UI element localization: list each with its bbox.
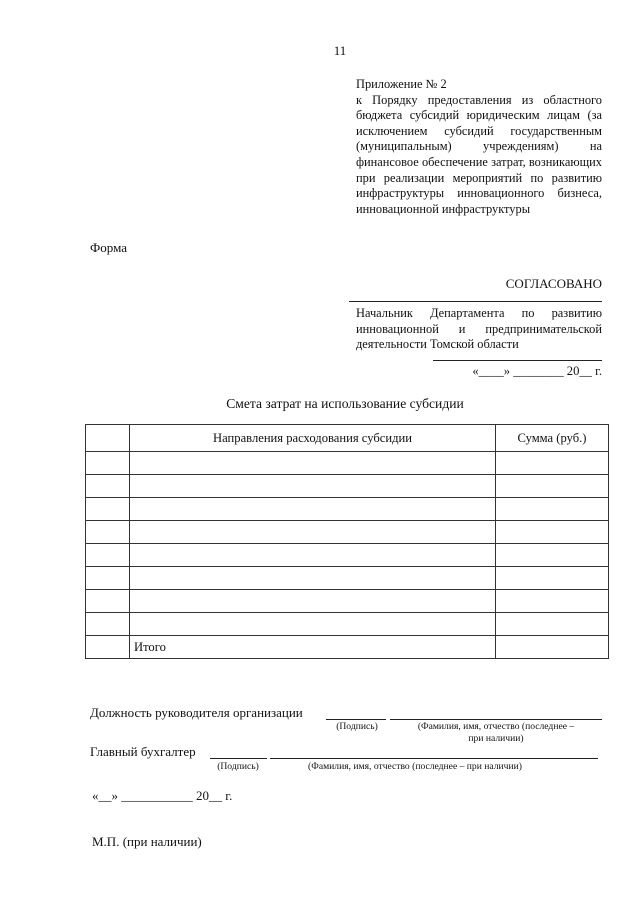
director-name-hint-line2: при наличии) [468,733,524,744]
total-sum-cell[interactable] [496,636,609,659]
table-cell[interactable] [496,613,609,636]
approver-name-line [433,360,602,361]
table-cell[interactable] [496,567,609,590]
accountant-signature-line[interactable] [210,758,267,759]
table-cell[interactable] [496,521,609,544]
cost-estimate-table [85,424,609,659]
form-label: Форма [90,240,127,255]
table-cell[interactable] [86,567,130,590]
accountant-label: Главный бухгалтер [90,744,196,759]
stamp-place: М.П. (при наличии) [92,834,202,849]
table-cell[interactable] [496,544,609,567]
table-row [86,590,609,613]
table-row [86,475,609,498]
table-row [86,567,609,590]
table-row [86,498,609,521]
table-row [86,544,609,567]
table-cell[interactable] [130,544,496,567]
table-cell[interactable] [130,613,496,636]
table-title: Смета затрат на использование субсидии [226,396,464,411]
accountant-name-hint: (Фамилия, имя, отчество (последнее – при наличии) [308,761,522,772]
table-row [86,521,609,544]
header-cell-sum: Сумма (руб.) [496,425,609,452]
signature-date: «__» ___________ 20__ г. [92,788,233,803]
table-cell[interactable] [130,521,496,544]
director-name-hint-line1: (Фамилия, имя, отчество (последнее – [417,721,575,732]
total-label: Итого [130,636,496,659]
director-name-line[interactable] [390,719,602,720]
director-signature-hint: (Подпись) [336,721,378,732]
table-row [86,452,609,475]
table-cell[interactable] [130,567,496,590]
table-cell[interactable] [130,498,496,521]
table-cell[interactable] [130,452,496,475]
accountant-signature-hint: (Подпись) [217,761,259,772]
approval-date: «____» ________ 20__ г. [472,364,602,378]
table-cell[interactable] [496,452,609,475]
accountant-name-line[interactable] [270,758,598,759]
table-header-row [86,425,609,452]
table-cell[interactable] [496,590,609,613]
approval-stamp: СОГЛАСОВАНО [505,276,602,291]
appendix-title: Приложение № 2 [356,77,447,91]
table-cell[interactable] [86,521,130,544]
table-cell[interactable] [86,636,130,659]
page-number: 11 [333,43,347,58]
table-cell[interactable] [130,475,496,498]
table-cell[interactable] [86,613,130,636]
approval-signature-line [349,301,602,302]
table-cell[interactable] [496,475,609,498]
table-cell[interactable] [86,452,130,475]
header-cell-direction: Направления расходования субсидии [130,425,496,452]
table-row [86,613,609,636]
director-label: Должность руководителя организации [90,705,303,720]
table-total-row [86,636,609,659]
appendix-block [356,77,602,217]
director-signature-line[interactable] [326,719,386,720]
appendix-text: к Порядку предоставления из областного бюджета субсидий юридическим лицам (за исключением субсидий государственным (муниципальным) учреждениям) на финансовое обеспечение затрат, возникающих при реализации мероприятий по развитию инфраструктуры инновационного бизнеса, инновационной инфраструктуры [356,92,602,216]
header-cell-number [86,425,130,452]
table-cell[interactable] [86,590,130,613]
table-cell[interactable] [86,475,130,498]
approver-position: Начальник Департамента по развитию инновационной и предпринимательской деятельности Томской области [356,306,602,352]
table-cell[interactable] [86,498,130,521]
table-cell[interactable] [86,544,130,567]
table-cell[interactable] [130,590,496,613]
table-cell[interactable] [496,498,609,521]
